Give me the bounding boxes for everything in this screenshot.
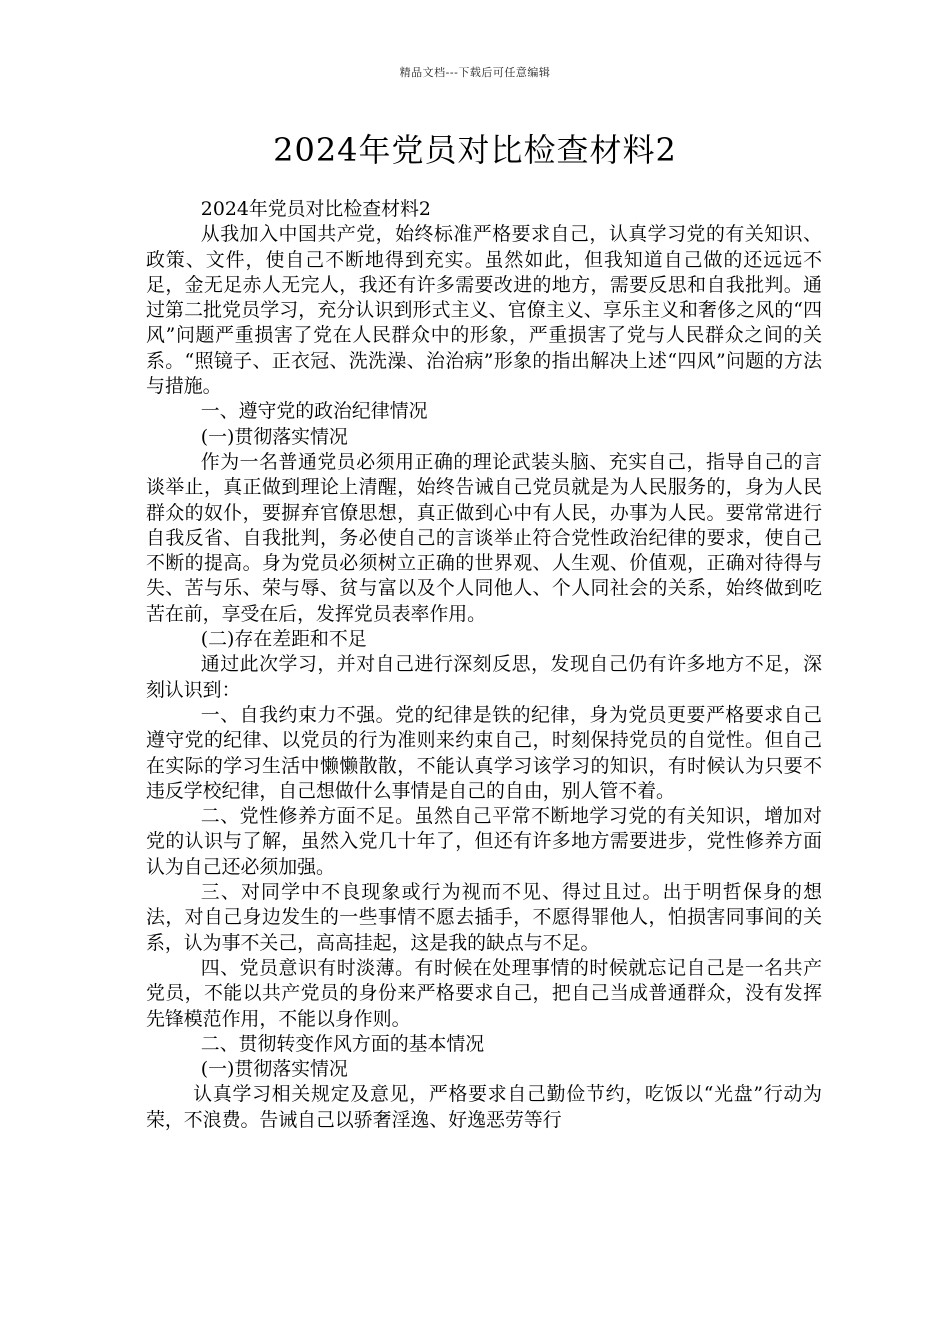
subsection-heading-2-1: (一)贯彻落实情况: [200, 1058, 348, 1081]
paragraph-point-2: 二、党性修养方面不足。虽然自己平常不断地学习党的有关知识，增加对党的认识与了解，虽然入党几十年了，但还有许多地方需要进步，党性修养方面认为自己还必须加强。: [146, 805, 822, 878]
section-heading-1: 一、遵守党的政治纪律情况: [200, 400, 428, 423]
subsection-heading-1-1: (一)贯彻落实情况: [200, 425, 348, 448]
paragraph-point-4: 四、党员意识有时淡薄。有时候在处理事情的时候就忘记自己是一名共产党员，不能以共产党员的身份来严格要求自己，把自己当成普通群众，没有发挥先锋模范作用，不能以身作则。: [146, 956, 822, 1030]
paragraph-subtitle: 2024年党员对比检查材料2: [200, 198, 431, 220]
paragraph-point-1: 一、自我约束力不强。党的纪律是铁的纪律，身为党员更要严格要求自己遵守党的纪律、以党员的行为准则来约束自己，时刻保持党员的自觉性。但自己在实际的学习生活中懒懒散散，不能认真学习该学习的知识，有时候认为只要不违反学校纪律，自己想做什么事情是自己的自由，别人管不着。: [146, 703, 822, 802]
header-note: 精品文档---下载后可任意编辑: [399, 66, 551, 79]
paragraph-point-3: 三、对同学中不良现象或行为视而不见、得过且过。出于明哲保身的想法，对自己身边发生的一些事情不愿去插手，不愿得罪他人，怕损害同事间的关系，认为事不关己，高高挂起，这是我的缺点与不足。: [146, 881, 822, 954]
subsection-heading-1-2: (二)存在差距和不足: [200, 628, 367, 651]
document-title: 2024年党员对比检查材料2: [273, 131, 677, 169]
paragraph-intro: 从我加入中国共产党，始终标准严格要求自己，认真学习党的有关知识、政策、文件，使自己不断地得到充实。虽然如此，但我知道自己做的还远远不足，金无足赤人无完人，我还有许多需要改进的地方，需要反思和自我批判。通过第二批党员学习，充分认识到形式主义、官僚主义、享乐主义和奢侈之风的“四风”问题严重损害了党在人民群众中的形象，严重损害了党与人民群众之间的关系。“照镜子、正衣冠、洗洗澡、治治病”形象的指出解决上述“四风”问题的方法与措施。: [146, 223, 822, 398]
document-body: [146, 197, 822, 1133]
paragraph-2-1: 认真学习相关规定及意见，严格要求自己勤俭节约，吃饭以“光盘”行动为荣，不浪费。告诫自己以骄奢淫逸、好逸恶劳等行: [146, 1083, 822, 1131]
section-heading-2: 二、贯彻转变作风方面的基本情况: [200, 1032, 485, 1055]
paragraph-1-2-intro: 通过此次学习，并对自己进行深刻反思，发现自己仍有许多地方不足，深刻认识到：: [146, 653, 822, 701]
paragraph-1-1: 作为一名普通党员必须用正确的理论武装头脑、充实自己，指导自己的言谈举止，真正做到理论上清醒，始终告诫自己党员就是为人民服务的，身为人民群众的奴仆，要摒弃官僚思想，真正做到心中有人民，办事为人民。要常常进行自我反省、自我批判，务必使自己的言谈举止符合党性政治纪律的要求，使自己不断的提高。身为党员必须树立正确的世界观、人生观、价值观，正确对待得与失、苦与乐、荣与辱、贫与富以及个人同他人、个人同社会的关系，始终做到吃苦在前，享受在后，发挥党员表率作用。: [146, 450, 822, 625]
